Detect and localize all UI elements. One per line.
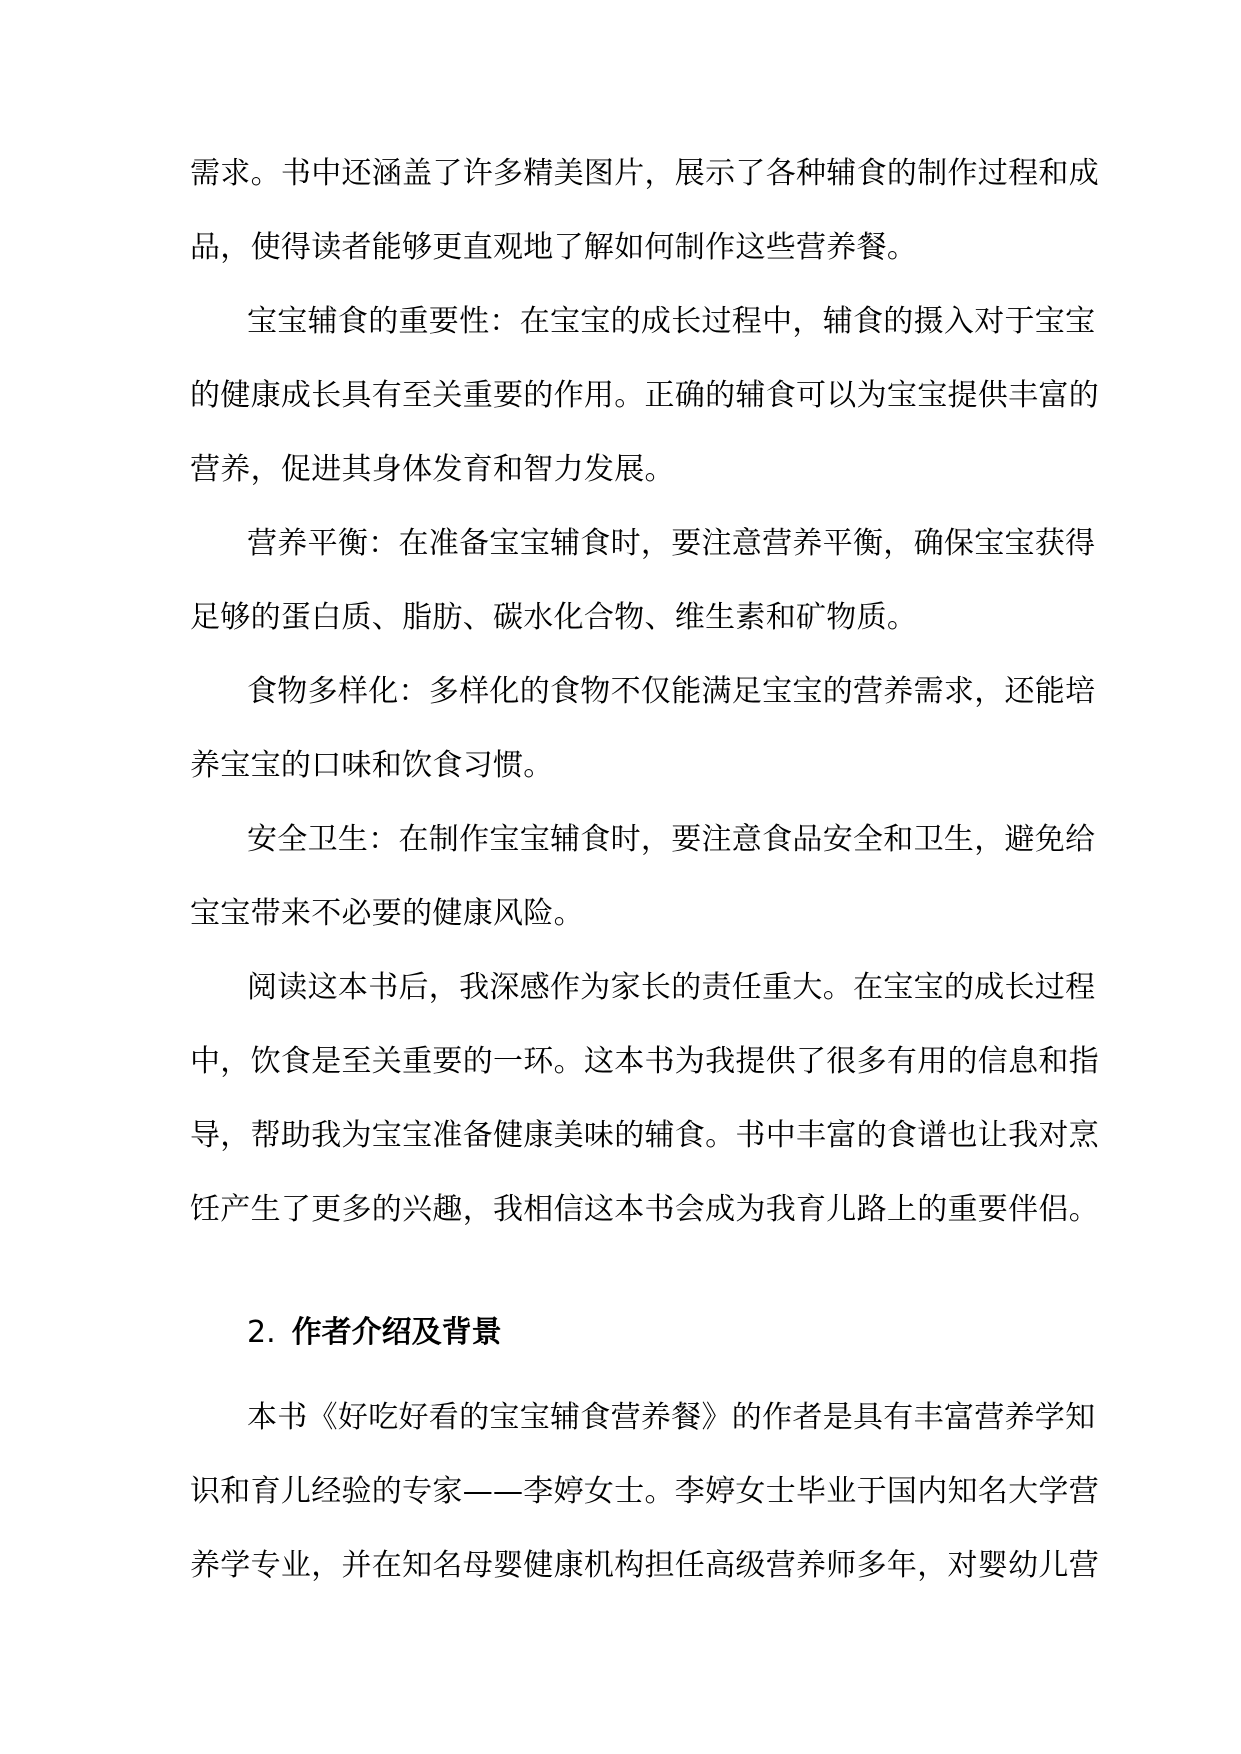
paragraph-line: 饪产生了更多的兴趣，我相信这本书会成为我育儿路上的重要伴侣。	[190, 1192, 1099, 1227]
paragraph-line: 需求。书中还涵盖了许多精美图片，展示了各种辅食的制作过程和成	[190, 156, 1099, 191]
paragraph-line: 食物多样化：多样化的食物不仅能满足宝宝的营养需求，还能培	[247, 674, 1096, 709]
paragraph-line: 足够的蛋白质、脂肪、碳水化合物、维生素和矿物质。	[190, 600, 918, 635]
paragraph-line: 阅读这本书后，我深感作为家长的责任重大。在宝宝的成长过程	[247, 970, 1096, 1005]
section-number: 2.	[247, 1315, 276, 1350]
paragraph-line: 营养，促进其身体发育和智力发展。	[190, 452, 675, 487]
paragraph-line: 品，使得读者能够更直观地了解如何制作这些营养餐。	[190, 230, 918, 265]
paragraph-line: 养学专业，并在知名母婴健康机构担任高级营养师多年，对婴幼儿营	[190, 1548, 1099, 1583]
paragraph-line: 安全卫生：在制作宝宝辅食时，要注意食品安全和卫生，避免给	[247, 822, 1096, 857]
paragraph-line: 的健康成长具有至关重要的作用。正确的辅食可以为宝宝提供丰富的	[190, 378, 1099, 413]
paragraph-line: 营养平衡：在准备宝宝辅食时，要注意营养平衡，确保宝宝获得	[247, 526, 1096, 561]
section-title: 作者介绍及背景	[291, 1315, 502, 1350]
paragraph-line: 宝宝辅食的重要性：在宝宝的成长过程中，辅食的摄入对于宝宝	[247, 304, 1096, 339]
paragraph-line: 识和育儿经验的专家——李婷女士。李婷女士毕业于国内知名大学营	[190, 1474, 1099, 1509]
paragraph-line: 养宝宝的口味和饮食习惯。	[190, 748, 554, 783]
section-heading	[247, 1308, 502, 1358]
paragraph-line: 宝宝带来不必要的健康风险。	[190, 896, 584, 931]
paragraph-line: 导，帮助我为宝宝准备健康美味的辅食。书中丰富的食谱也让我对烹	[190, 1118, 1099, 1153]
paragraph-line: 本书《好吃好看的宝宝辅食营养餐》的作者是具有丰富营养学知	[247, 1400, 1096, 1435]
paragraph-line: 中，饮食是至关重要的一环。这本书为我提供了很多有用的信息和指	[190, 1044, 1099, 1079]
